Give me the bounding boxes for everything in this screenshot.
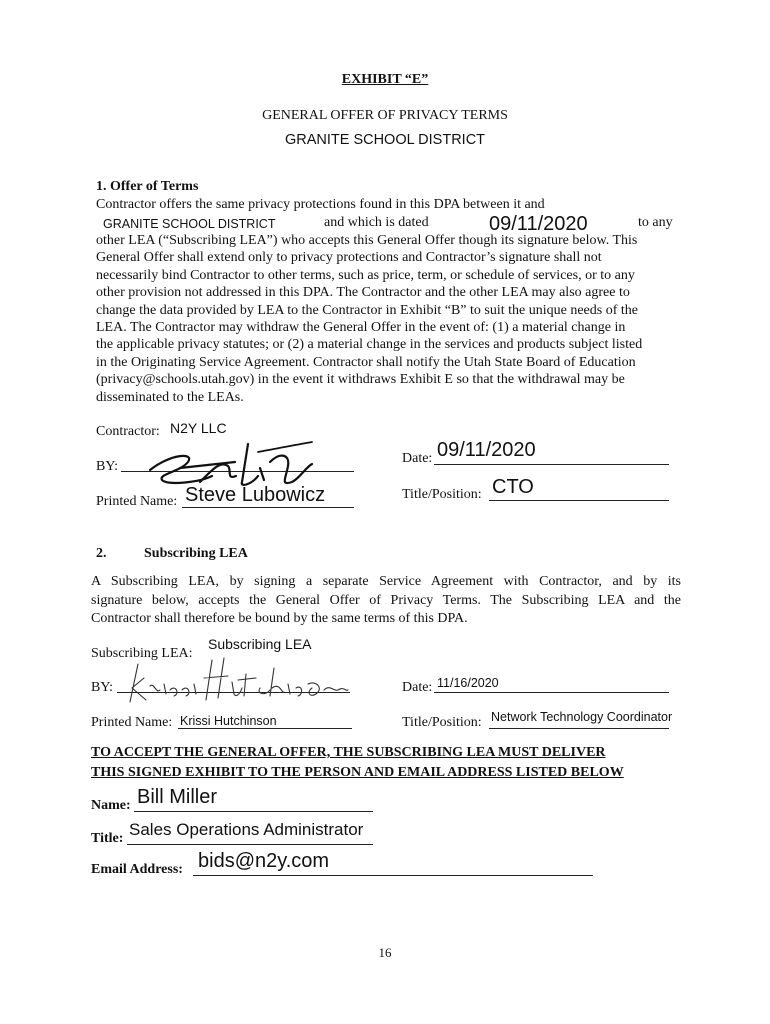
contractor-date: 09/11/2020 (437, 439, 536, 461)
exhibit-title: EXHIBIT “E” (341, 72, 429, 87)
contractor-printed-name-line (182, 507, 354, 508)
section2-paragraph (91, 573, 681, 629)
subscriber-printed-name-line (178, 728, 352, 729)
section1-line1: Contractor offers the same privacy protections found in this DPA between it and (96, 197, 545, 212)
paragraph-line: necessarily bind Contractor to other terms, such as price, term, or schedule of services, or to any (96, 267, 635, 283)
delivery-email-line (193, 875, 593, 876)
contractor-signature (140, 432, 330, 492)
document-subtitle: GENERAL OFFER OF PRIVACY TERMS (262, 108, 508, 123)
contractor-title: CTO (492, 476, 534, 498)
page-number: 16 (378, 945, 392, 960)
to-any-text: to any (638, 215, 673, 230)
contractor-by-label: BY: (96, 459, 119, 474)
paragraph-line: A Subscribing LEA, by signing a separate Service Agreement with Contractor, and by its (91, 574, 681, 589)
contractor-title-label: Title/Position: (402, 487, 482, 502)
and-dated-text: and which is dated (324, 215, 429, 230)
accept-notice-line2: THIS SIGNED EXHIBIT TO THE PERSON AND EMAIL ADDRESS LISTED BELOW (91, 765, 624, 780)
section2-number: 2. (96, 546, 107, 561)
offer-date-fill: 09/11/2020 (489, 213, 588, 235)
paragraph-line: signature below, accepts the General Offer of Privacy Terms. The Subscribing LEA and the (91, 592, 681, 608)
paragraph-line: Contractor shall therefore be bound by the same terms of this DPA. (91, 611, 468, 626)
contractor-printed-name: Steve Lubowicz (185, 484, 326, 506)
delivery-name-label: Name: (91, 798, 131, 813)
subscribing-lea-label: Subscribing LEA: (91, 646, 193, 661)
section1-paragraph (96, 232, 642, 406)
section1-heading: 1. Offer of Terms (96, 179, 199, 194)
paragraph-line: General Offer shall extend only to privacy protections and Contractor’s signature shall not (96, 250, 602, 266)
accept-notice-line1: TO ACCEPT THE GENERAL OFFER, THE SUBSCRIBING LEA MUST DELIVER (91, 745, 606, 760)
delivery-name-line (134, 811, 373, 812)
district-title: GRANITE SCHOOL DISTRICT (284, 132, 486, 148)
delivery-email-label: Email Address: (91, 862, 183, 877)
subscriber-date-label: Date: (402, 680, 433, 695)
paragraph-line: (privacy@schools.utah.gov) in the event it withdraws Exhibit E so that the withdrawal may be (96, 372, 625, 388)
subscriber-printed-name: Krissi Hutchinson (180, 714, 277, 728)
contractor-date-line (434, 464, 669, 465)
contractor-label: Contractor: (96, 424, 160, 439)
contractor-printed-name-label: Printed Name: (96, 494, 178, 509)
subscriber-title-label: Title/Position: (402, 715, 482, 730)
delivery-name: Bill Miller (137, 786, 217, 808)
subscribing-lea-name: Subscribing LEA (208, 636, 312, 652)
subscriber-printed-name-label: Printed Name: (91, 715, 173, 730)
paragraph-line: LEA. The Contractor may withdraw the General Offer in the event of: (1) a material change in (96, 320, 626, 336)
section2-heading: Subscribing LEA (144, 546, 248, 561)
paragraph-line: the applicable privacy statutes; or (2) a material change in the services and products subject listed (96, 337, 643, 353)
delivery-title-label: Title: (91, 831, 124, 846)
contractor-name: N2Y LLC (170, 420, 227, 436)
subscriber-title: Network Technology Coordinator (491, 710, 673, 724)
subscriber-title-line (489, 728, 669, 729)
paragraph-line: change the data provided by LEA to the Contractor in Exhibit “B” to suit the unique needs of the (96, 302, 638, 318)
paragraph-line: disseminated to the LEAs. (96, 389, 244, 405)
subscriber-date: 11/16/2020 (437, 676, 499, 690)
contractor-date-label: Date: (402, 451, 433, 466)
delivery-title-line (127, 844, 373, 845)
paragraph-line: in the Originating Service Agreement. Contractor shall notify the Utah State Board of Education (96, 354, 636, 370)
paragraph-line: other provision not addressed in this DPA. The Contractor and the other LEA may also agree to (96, 285, 630, 301)
paragraph-line: other LEA (“Subscribing LEA”) who accepts this General Offer though its signature below. This (96, 233, 638, 248)
subscriber-date-line (434, 692, 669, 693)
contractor-title-line (489, 500, 669, 501)
delivery-title: Sales Operations Administrator (129, 820, 364, 839)
district-fill: GRANITE SCHOOL DISTRICT (103, 217, 276, 231)
subscriber-signature (120, 654, 350, 706)
delivery-email: bids@n2y.com (198, 850, 330, 872)
subscriber-by-label: BY: (91, 680, 114, 695)
